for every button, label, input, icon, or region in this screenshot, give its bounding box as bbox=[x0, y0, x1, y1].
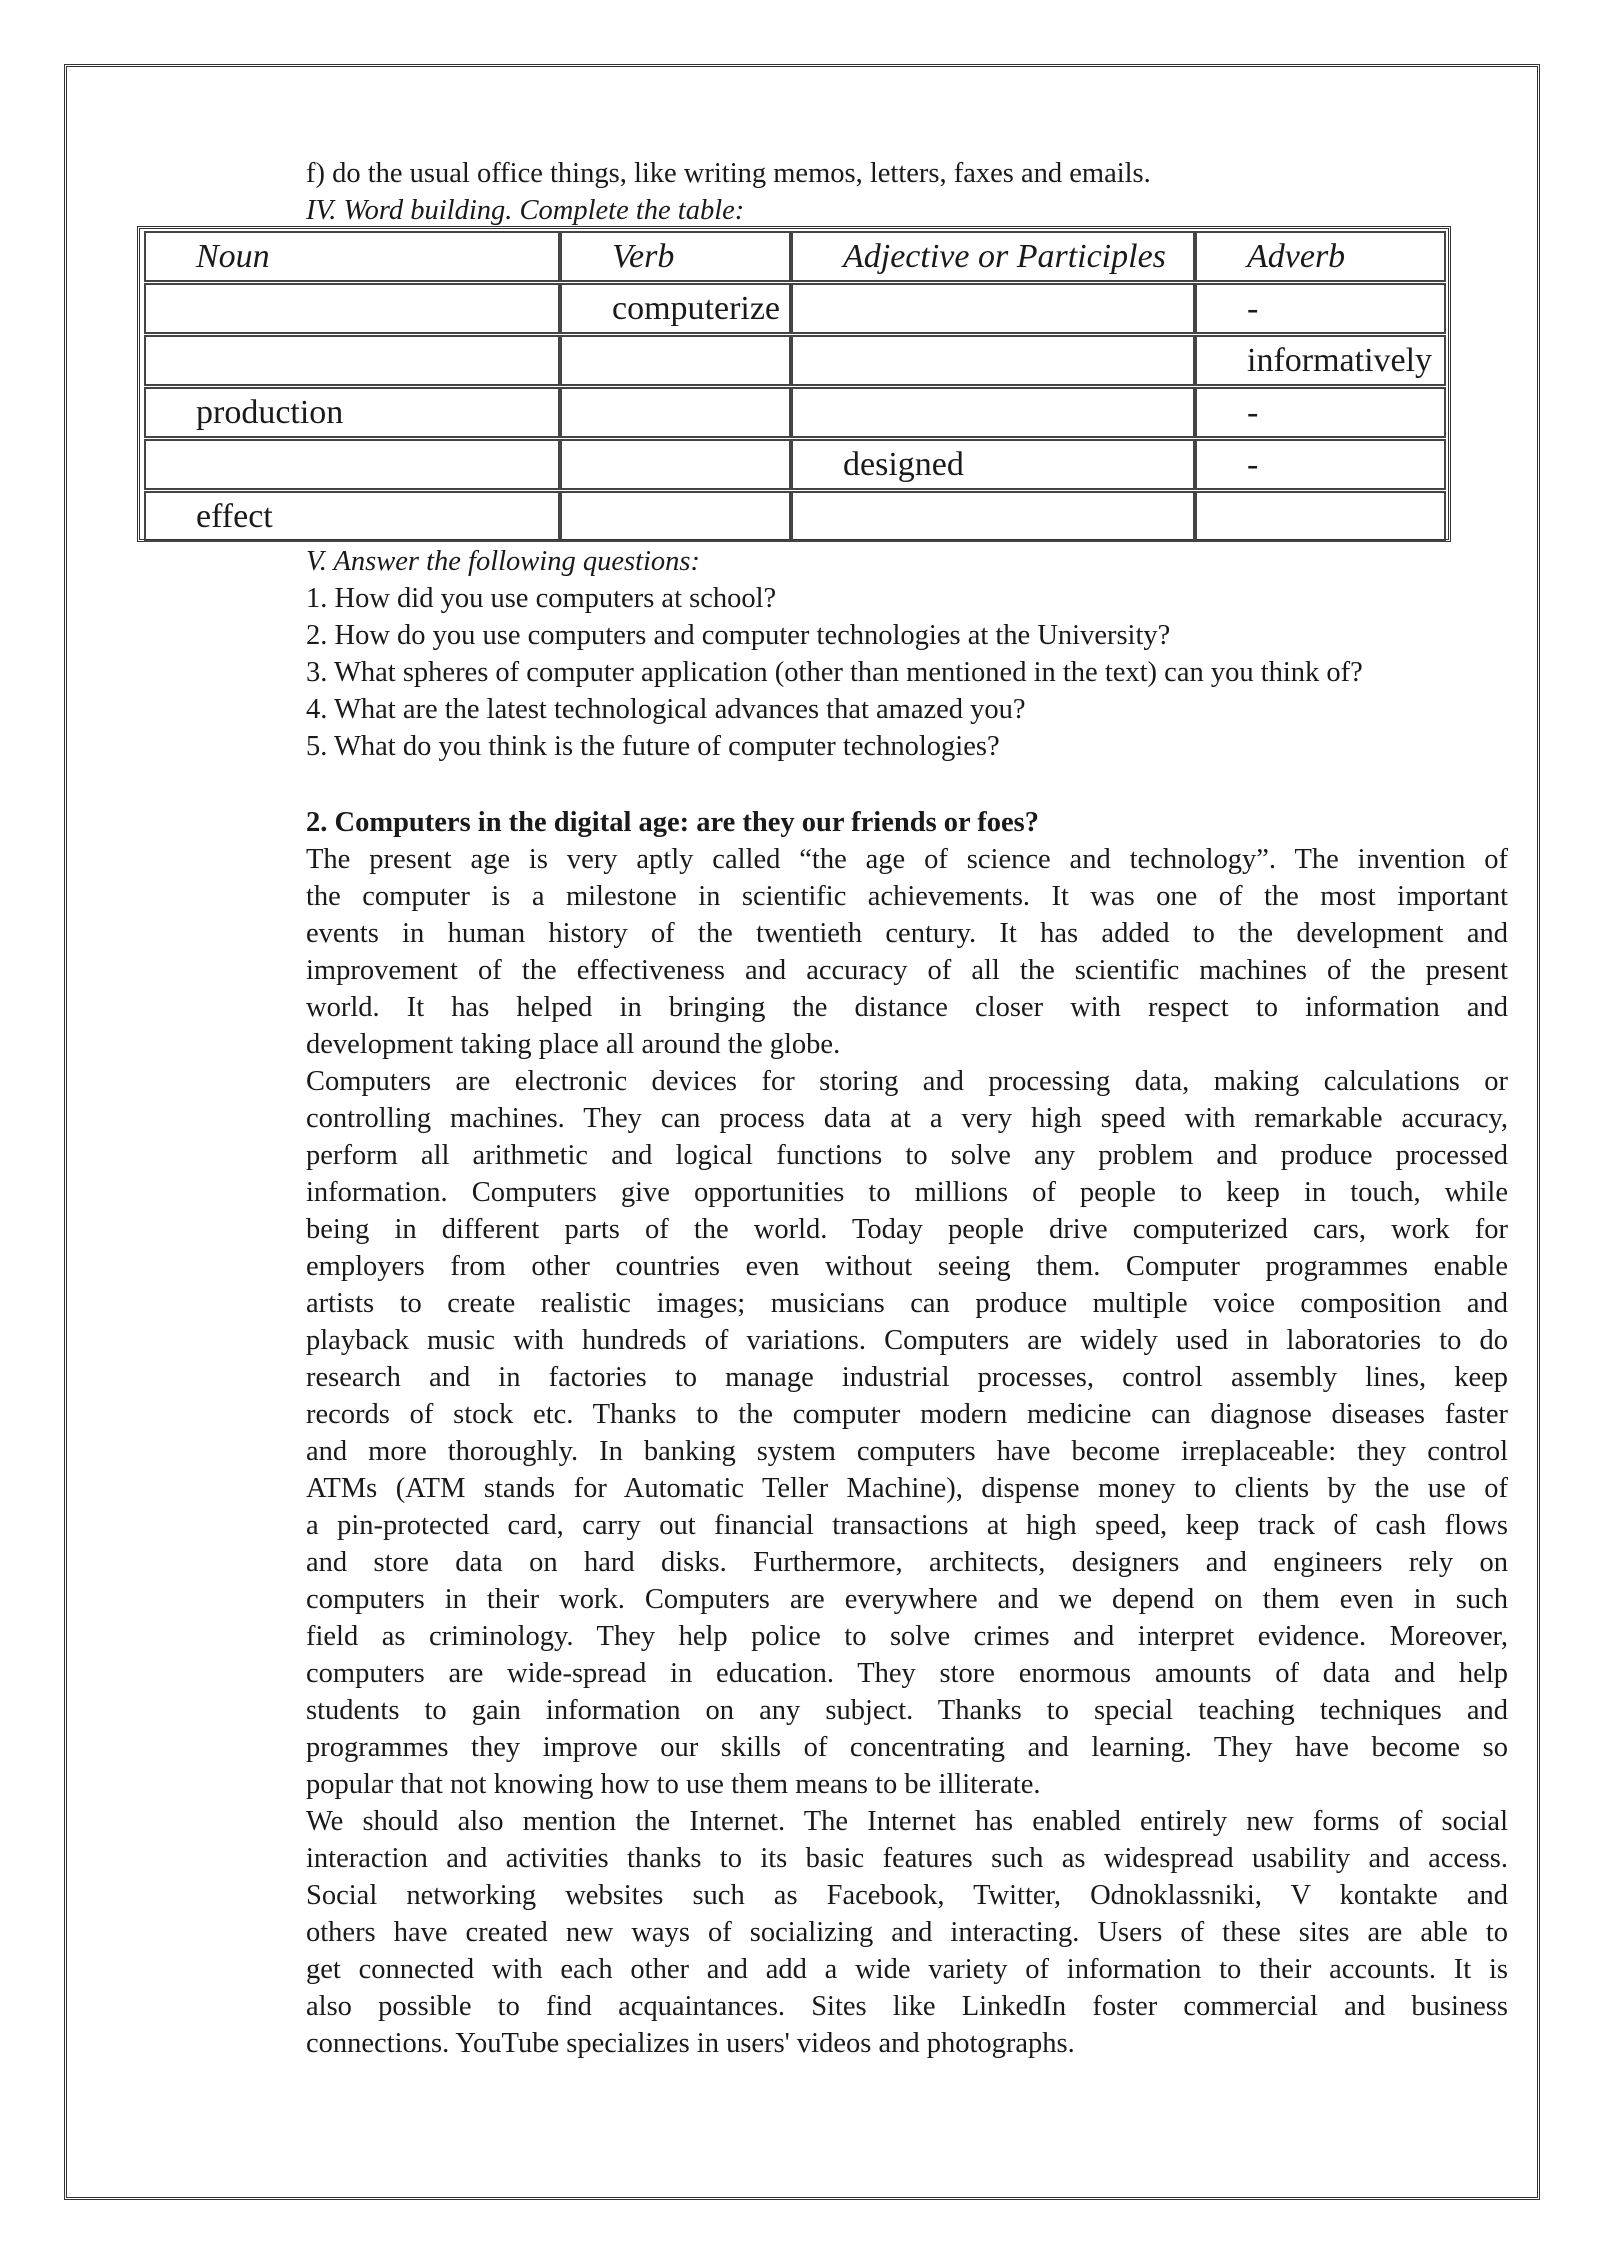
paragraph-line: connections. YouTube specializes in users' videos and photographs. bbox=[306, 2028, 1075, 2059]
question-item: 5. What do you think is the future of computer technologies? bbox=[306, 731, 1000, 762]
intro-line: f) do the usual office things, like writing memos, letters, faxes and emails. bbox=[306, 158, 1151, 189]
table-cell bbox=[144, 335, 560, 386]
table-cell bbox=[791, 387, 1195, 438]
header-adverb: Adverb bbox=[1195, 231, 1446, 282]
paragraph-line: and store data on hard disks. Furthermore, architects, designers and engineers rely on bbox=[306, 1547, 1508, 1578]
paragraph-line: events in human history of the twentieth century. It has added to the development and bbox=[306, 918, 1508, 949]
paragraph-line: also possible to find acquaintances. Sites like LinkedIn foster commercial and business bbox=[306, 1991, 1508, 2022]
section-v-title: V. Answer the following questions: bbox=[306, 546, 701, 577]
question-item: 3. What spheres of computer application (other than mentioned in the text) can you think of? bbox=[306, 657, 1363, 688]
table-cell: - bbox=[1195, 283, 1446, 334]
table-cell bbox=[1195, 491, 1446, 542]
paragraph-line: research and in factories to manage industrial processes, control assembly lines, keep bbox=[306, 1362, 1508, 1393]
paragraph-line: field as criminology. They help police to solve crimes and interpret evidence. Moreover, bbox=[306, 1621, 1508, 1652]
paragraph-line: We should also mention the Internet. The Internet has enabled entirely new forms of social bbox=[306, 1806, 1508, 1837]
table-row bbox=[140, 439, 1448, 490]
paragraph-line: the computer is a milestone in scientific achievements. It was one of the most important bbox=[306, 881, 1508, 912]
table-cell: computerize bbox=[560, 283, 791, 334]
header-adjective: Adjective or Participles bbox=[791, 231, 1195, 282]
paragraph-line: get connected with each other and add a wide variety of information to their accounts. It is bbox=[306, 1954, 1508, 1985]
table-cell bbox=[560, 335, 791, 386]
table-cell bbox=[560, 491, 791, 542]
paragraph-line: popular that not knowing how to use them means to be illiterate. bbox=[306, 1769, 1041, 1800]
article-title: 2. Computers in the digital age: are they our friends or foes? bbox=[306, 807, 1040, 838]
table-row bbox=[140, 387, 1448, 438]
paragraph-line: playback music with hundreds of variations. Computers are widely used in laboratories to do bbox=[306, 1325, 1508, 1356]
paragraph-line: employers from other countries even without seeing them. Computer programmes enable bbox=[306, 1251, 1508, 1282]
table-cell: - bbox=[1195, 439, 1446, 490]
header-noun: Noun bbox=[144, 231, 560, 282]
questions-block bbox=[306, 543, 1508, 765]
intro-block bbox=[306, 155, 1508, 229]
question-item: 1. How did you use computers at school? bbox=[306, 583, 777, 614]
table-row bbox=[140, 335, 1448, 386]
table-cell: informatively bbox=[1195, 335, 1446, 386]
table-cell bbox=[144, 439, 560, 490]
paragraph-line: a pin-protected card, carry out financial transactions at high speed, keep track of cash flows bbox=[306, 1510, 1508, 1541]
article-body bbox=[306, 841, 1508, 2062]
table-cell: designed bbox=[791, 439, 1195, 490]
table-cell bbox=[791, 491, 1195, 542]
section-iv-title: IV. Word building. Complete the table: bbox=[306, 195, 745, 226]
header-verb: Verb bbox=[560, 231, 791, 282]
table-cell: production bbox=[144, 387, 560, 438]
paragraph-line: world. It has helped in bringing the distance closer with respect to information and bbox=[306, 992, 1508, 1023]
paragraph-line: Computers are electronic devices for storing and processing data, making calculations or bbox=[306, 1066, 1508, 1097]
paragraph-line: interaction and activities thanks to its basic features such as widespread usability and access. bbox=[306, 1843, 1508, 1874]
paragraph-line: and more thoroughly. In banking system computers have become irreplaceable: they control bbox=[306, 1436, 1508, 1467]
question-item: 2. How do you use computers and computer technologies at the University? bbox=[306, 620, 1171, 651]
table-cell bbox=[144, 283, 560, 334]
paragraph-line: artists to create realistic images; musicians can produce multiple voice composition and bbox=[306, 1288, 1508, 1319]
paragraph-line: perform all arithmetic and logical functions to solve any problem and produce processed bbox=[306, 1140, 1508, 1171]
word-building-table bbox=[137, 226, 1451, 542]
table-cell bbox=[560, 387, 791, 438]
paragraph-line: computers are wide-spread in education. They store enormous amounts of data and help bbox=[306, 1658, 1508, 1689]
paragraph-line: improvement of the effectiveness and accuracy of all the scientific machines of the present bbox=[306, 955, 1508, 986]
paragraph-line: being in different parts of the world. Today people drive computerized cars, work for bbox=[306, 1214, 1508, 1245]
paragraph-line: controlling machines. They can process data at a very high speed with remarkable accuracy, bbox=[306, 1103, 1508, 1134]
table-row bbox=[140, 283, 1448, 334]
table-row bbox=[140, 491, 1448, 542]
paragraph-line: computers in their work. Computers are everywhere and we depend on them even in such bbox=[306, 1584, 1508, 1615]
paragraph-line: ATMs (ATM stands for Automatic Teller Machine), dispense money to clients by the use of bbox=[306, 1473, 1508, 1504]
question-item: 4. What are the latest technological advances that amazed you? bbox=[306, 694, 1026, 725]
paragraph-line: others have created new ways of socializing and interacting. Users of these sites are able to bbox=[306, 1917, 1508, 1948]
paragraph-line: information. Computers give opportunities to millions of people to keep in touch, while bbox=[306, 1177, 1508, 1208]
paragraph-line: The present age is very aptly called “the age of science and technology”. The invention of bbox=[306, 844, 1508, 875]
article bbox=[306, 804, 1508, 2062]
paragraph-line: records of stock etc. Thanks to the computer modern medicine can diagnose diseases faster bbox=[306, 1399, 1508, 1430]
paragraph-line: development taking place all around the globe. bbox=[306, 1029, 841, 1060]
table-cell: effect bbox=[144, 491, 560, 542]
table-cell bbox=[791, 283, 1195, 334]
table-cell bbox=[791, 335, 1195, 386]
table-header-row bbox=[140, 231, 1448, 282]
paragraph-line: programmes they improve our skills of concentrating and learning. They have become so bbox=[306, 1732, 1508, 1763]
paragraph-line: students to gain information on any subject. Thanks to special teaching techniques and bbox=[306, 1695, 1508, 1726]
table-cell bbox=[560, 439, 791, 490]
paragraph-line: Social networking websites such as Facebook, Twitter, Odnoklassniki, V kontakte and bbox=[306, 1880, 1508, 1911]
table-cell: - bbox=[1195, 387, 1446, 438]
